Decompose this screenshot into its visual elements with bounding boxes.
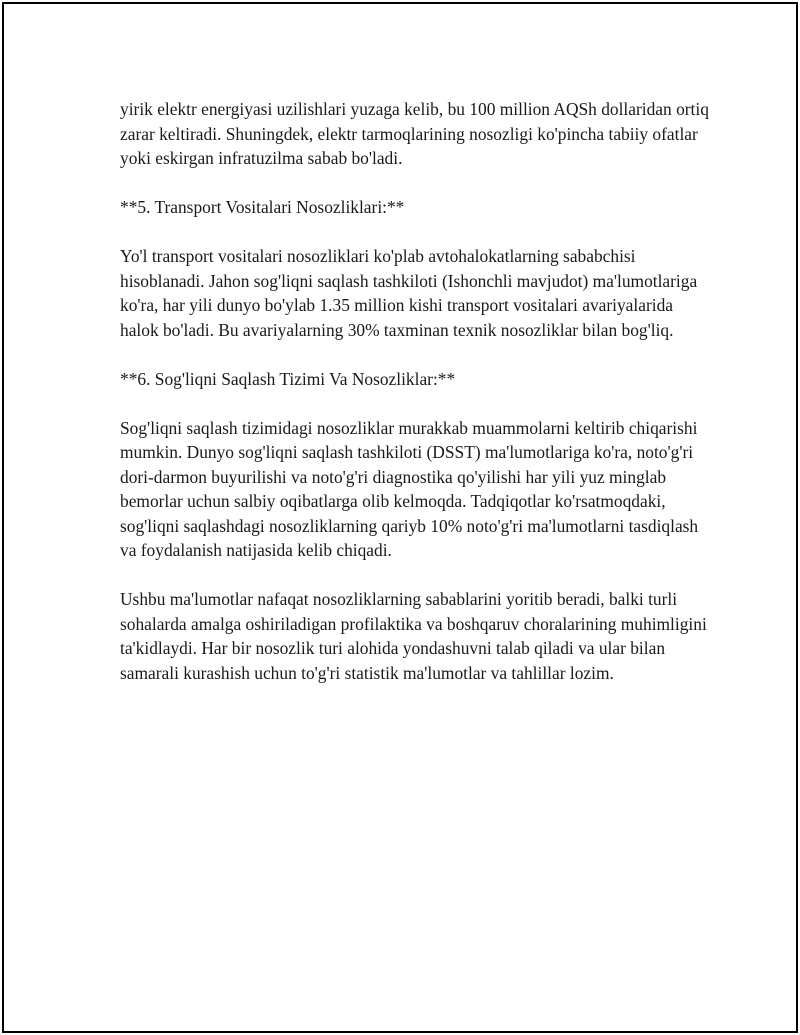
heading-healthcare-failures: **6. Sog'liqni Saqlash Tizimi Va Nosozliklar:** [120, 368, 456, 389]
paragraph-transport-failures: Yo'l transport vositalari nosozliklari ko'plab avtohalokatlarning sababchisi hisoblanadi. Jahon sog'liqni saqlash tashkiloti (Ishonchli mavjudot) ma'lumotlariga ko'ra, har yili dunyo bo'ylab 1.35 million kishi transport vositalari avariyalarida halok bo'ladi. Bu avariyalarning 30% taxminan texnik nosozliklar bilan bog'liq. [120, 246, 698, 340]
paragraph-electric-grid-continuation: yirik elektr energiyasi uzilishlari yuzaga kelib, bu 100 million AQSh dollaridan ortiq zarar keltiradi. Shuningdek, elektr tarmoqlarining nosozligi ko'pincha tabiiy ofatlar yoki eskirgan infratuzilma sabab bo'ladi. [120, 99, 709, 168]
document-body [120, 97, 710, 710]
document-page [2, 2, 798, 1033]
heading-transport-failures: **5. Transport Vositalari Nosozliklari:** [120, 197, 405, 217]
paragraph-conclusion: Ushbu ma'lumotlar nafaqat nosozliklarning sabablarini yoritib beradi, balki turli sohalarda amalga oshiriladigan profilaktika va boshqaruv choralarining muhimligini ta'kidlaydi. Har bir nosozlik turi alohida yondashuvni talab qiladi va ular bilan samarali kurashish uchun to'g'ri statistik ma'lumotlar va tahlillar lozim. [120, 589, 707, 683]
paragraph-healthcare-failures: Sog'liqni saqlash tizimidagi nosozliklar murakkab muammolarni keltirib chiqarishi mumkin. Dunyo sog'liqni saqlash tashkiloti (DSST) ma'lumotlariga ko'ra, noto'g'ri dori-darmon buyurilishi va noto'g'ri diagnostika qo'yilishi har yili yuz minglab bemorlar uchun salbiy oqibatlarga olib kelmoqda. Tadqiqotlar ko'rsatmoqdaki, sog'liqni saqlashdagi nosozliklarning qariyb 10% noto'g'ri ma'lumotlarni tasdiqlash va foydalanish natijasida kelib chiqadi. [120, 417, 699, 560]
